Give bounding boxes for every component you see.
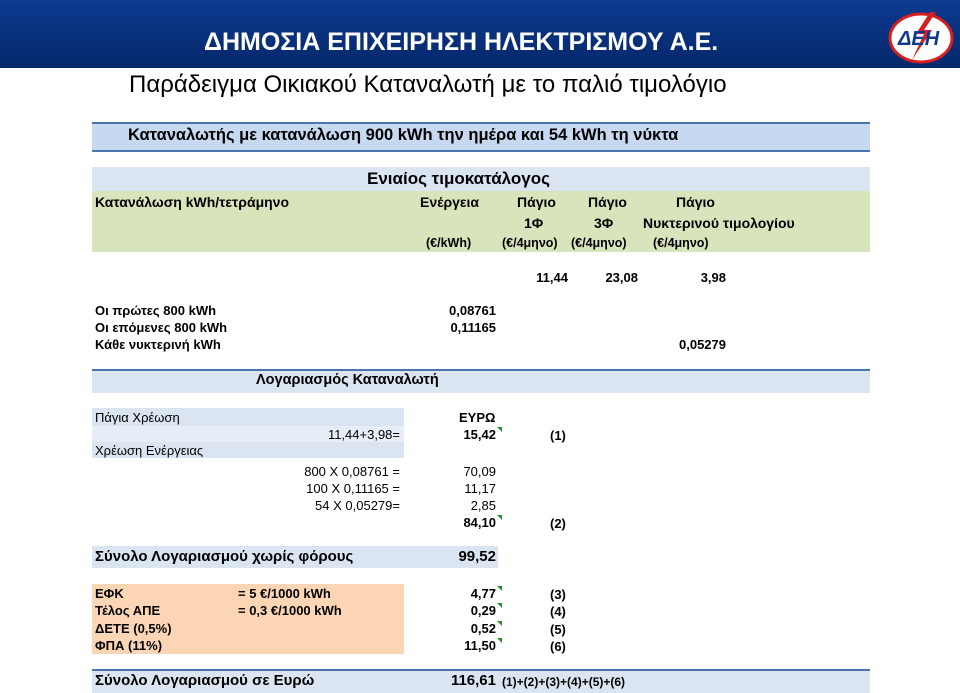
subtotal-value: 99,52 [458,548,496,565]
col-fixed-1-sub: 1Φ [524,215,544,231]
col-energy-unit: (€/kWh) [426,236,472,250]
col-fixed-night: Πάγιο [676,194,715,210]
fixed-1-value: 11,44 [536,270,568,285]
rate-label-1: Οι πρώτες 800 kWh [95,303,217,318]
tax-rate-2: = 0,3 €/1000 kWh [238,603,342,618]
fixed-charge-label: Πάγια Χρέωση [95,410,180,425]
fixed-charge-ref: (1) [550,428,566,443]
energy-line-3-formula: 54 X 0,05279= [315,498,400,513]
col-fixed-night-sub: Νυκτερινού τιμολογίου [643,215,795,231]
total-value: 116,61 [450,672,496,689]
energy-charge-label: Χρέωση Ενέργειας [95,443,204,458]
col-fixed-1-unit: (€/4μηνο) [502,236,558,250]
tax-label-2: Τέλος ΑΠΕ [95,603,161,618]
energy-line-1-formula: 800 X 0,08761 = [304,464,400,479]
tax-ref-1: (3) [550,587,566,602]
energy-line-3-value: 2,85 [470,498,496,513]
banner-text: Καταναλωτής με κατανάλωση 900 kWh την ημέρα και 54 kWh τη νύκτα [128,126,679,144]
tax-rate-1: = 5 €/1000 kWh [238,586,331,601]
fixed-3-value: 23,08 [605,270,638,285]
tax-ref-2: (4) [550,604,566,619]
fixed-charge-value: 15,42 [440,426,496,443]
col-energy: Ενέργεια [420,194,480,210]
rate-value-1: 0,08761 [449,303,496,318]
tax-label-1: ΕΦΚ [95,586,124,601]
page-subtitle: Παράδειγμα Οικιακού Καταναλωτή με το παλιό τιμολόγιο [129,71,727,98]
currency-header: ΕΥΡΩ [459,410,496,425]
tax-value-1: 4,77 [440,585,496,602]
billing-title-band [92,369,870,393]
tax-value-2: 0,29 [440,602,496,619]
col-fixed-3: Πάγιο [588,194,627,210]
energy-charge-ref: (2) [550,516,566,531]
col-fixed-3-sub: 3Φ [594,215,614,231]
rate-label-2: Οι επόμενες 800 kWh [95,320,228,335]
dei-logo-text: ΔΕΗ [898,28,940,50]
tax-label-3: ΔΕΤΕ (0,5%) [95,621,172,636]
energy-line-1-value: 70,09 [463,464,496,479]
header-title: ΔΗΜΟΣΙΑ ΕΠΙΧΕΙΡΗΣΗ ΗΛΕΚΤΡΙΣΜΟΥ Α.Ε. [204,28,719,56]
energy-line-2-value: 11,17 [464,481,496,496]
fixed-night-value: 3,98 [700,270,726,285]
subtotal-label: Σύνολο Λογαριασμού χωρίς φόρους [95,548,354,565]
tariff-title: Ενιαίος τιμοκατάλογος [367,169,550,188]
rate-value-2: 0,11165 [450,320,496,335]
energy-charge-total: 84,10 [440,514,496,531]
rate-label-3: Κάθε νυκτερινή kWh [95,337,221,352]
total-label: Σύνολο Λογαριασμού σε Ευρώ [95,672,315,689]
col-consumption: Κατανάλωση kWh/τετράμηνο [95,194,290,210]
tax-ref-4: (6) [550,639,566,654]
tax-label-4: ΦΠΑ (11%) [95,638,163,653]
rate-value-3: 0,05279 [679,337,726,352]
billing-title: Λογαριασμός Καταναλωτή [256,372,439,388]
energy-line-2-formula: 100 X 0,11165 = [306,481,400,496]
col-fixed-night-unit: (€/4μηνο) [653,236,709,250]
total-formula: (1)+(2)+(3)+(4)+(5)+(6) [502,675,626,689]
tax-value-4: 11,50 [440,637,496,654]
dei-logo [886,8,956,64]
col-fixed-1: Πάγιο [517,194,556,210]
tax-ref-3: (5) [550,622,566,637]
fixed-charge-formula: 11,44+3,98= [327,427,400,442]
tax-value-3: 0,52 [440,620,496,637]
col-fixed-3-unit: (€/4μηνο) [571,236,627,250]
